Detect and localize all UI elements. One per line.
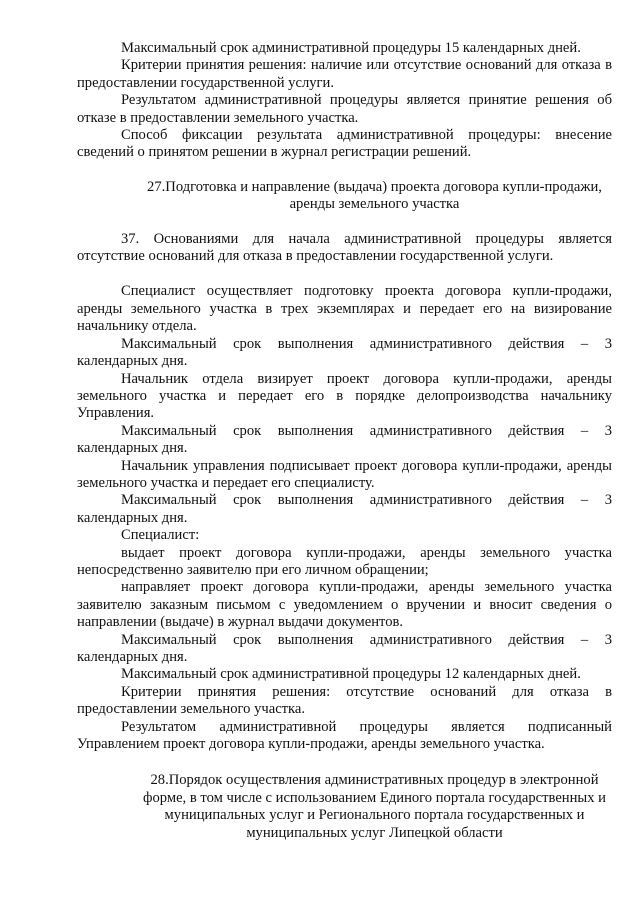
paragraph-criteria-2: Критерии принятия решения: отсутствие оснований для отказа в предоставлении земельного участка. [77, 683, 612, 718]
paragraph-max-term-3-d: Максимальный срок выполнения административного действия – 3 календарных дня. [77, 631, 612, 665]
procedure-steps [77, 283, 612, 753]
paragraph-specialist-prepares: Специалист осуществляет подготовку проекта договора купли-продажи, аренды земельного участка в трех экземплярах и передает его на визирование начальнику отдела. [77, 283, 612, 335]
paragraph-max-term-3-b: Максимальный срок выполнения административного действия – 3 календарных дня. [77, 422, 612, 457]
document-page [77, 40, 612, 842]
paragraph-issues-in-person: выдает проект договора купли-продажи, аренды земельного участка непосредственно заявителю при его личном обращении; [77, 544, 612, 578]
paragraph-result-refusal: Результатом административной процедуры является принятие решения об отказе в предоставлении земельного участка. [77, 92, 612, 126]
paragraph-max-term-12: Максимальный срок административной процедуры 12 календарных дней. [121, 666, 581, 683]
paragraph-max-term-15: Максимальный срок административной процедуры 15 календарных дней. [121, 40, 581, 56]
paragraph-37: 37. Основаниями для начала административной процедуры является отсутствие оснований для отказа в предоставлении государственной услуги. [77, 230, 612, 265]
paragraph-specialist-label: Специалист: [121, 527, 200, 544]
section-heading-28: 28.Порядок осуществления административных процедур в электронной форме, в том числе с использованием Единого портала государственных и муниципальных услуг и Регионального портала государственных и муниципальных услуг Липецкой области [143, 772, 606, 841]
paragraph-head-endorses: Начальник отдела визирует проект договора купли-продажи, аренды земельного участка и передает его в порядке делопроизводства начальнику Управления. [77, 370, 612, 422]
paragraph-criteria: Критерии принятия решения: наличие или отсутствие оснований для отказа в предоставлении государственной услуги. [77, 57, 612, 91]
paragraph-sends-by-mail: направляет проект договора купли-продажи, аренды земельного участка заявителю заказным письмом с уведомлением о вручении и вносит сведения о направлении (выдаче) в журнал выдачи документов. [77, 579, 612, 631]
paragraph-result-signed: Результатом административной процедуры является подписанный Управлением проект договора купли-продажи, аренды земельного участка. [77, 718, 612, 753]
paragraph-max-term-3-c: Максимальный срок выполнения административного действия – 3 календарных дня. [77, 492, 612, 526]
paragraph-fixation-method: Способ фиксации результата административной процедуры: внесение сведений о принятом решении в журнал регистрации решений. [77, 127, 612, 161]
paragraph-head-signs: Начальник управления подписывает проект договора купли-продажи, аренды земельного участка и передает его специалисту. [77, 457, 612, 491]
paragraph-max-term-3-a: Максимальный срок выполнения административного действия – 3 календарных дня. [77, 335, 612, 370]
section-heading-27: 27.Подготовка и направление (выдача) проекта договора купли-продажи, аренды земельного участка [147, 178, 602, 213]
